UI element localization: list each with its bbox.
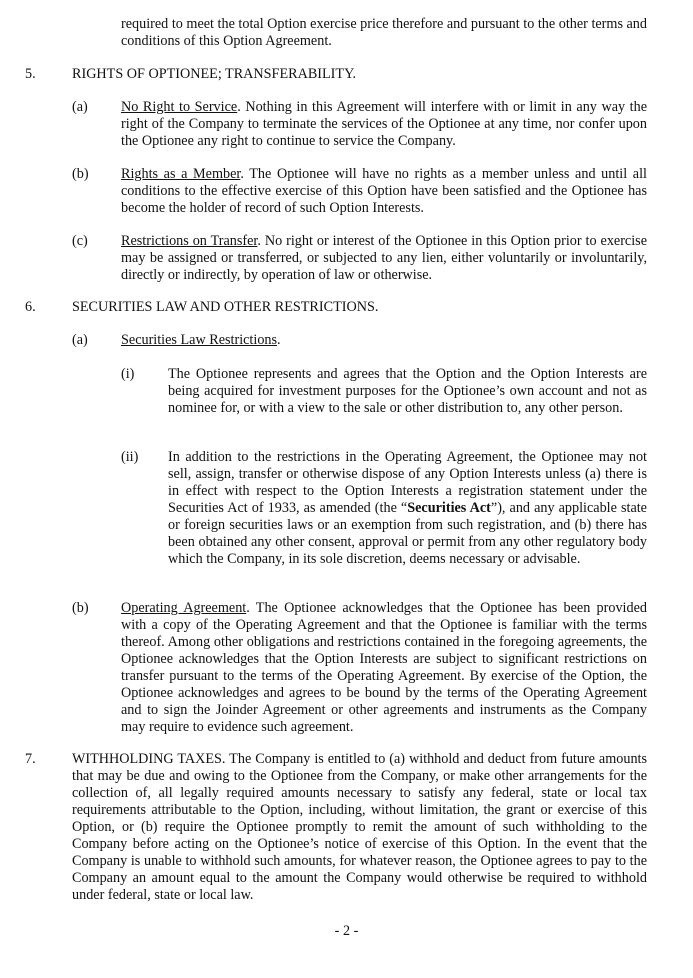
section-7-heading: WITHHOLDING TAXES. (72, 751, 226, 767)
intro-paragraph: required to meet the total Option exercise price therefore and pursuant to the other terms and conditions of this Option Agreement. (121, 16, 647, 49)
section-5a-paragraph: No Right to Service. Nothing in this Agreement will interfere with or limit in any way the right of the Company to terminate the services of the Optionee at any time, nor confer upon the Optionee any right to continue to service the Company. (121, 99, 648, 149)
page-number: - 2 - (334, 923, 359, 939)
section-5c-label: (c) (72, 233, 88, 249)
section-5a-title: No Right to Service (121, 99, 238, 115)
section-5b-label: (b) (72, 166, 89, 182)
section-6-heading: SECURITIES LAW AND OTHER RESTRICTIONS. (72, 299, 379, 315)
section-5a-label: (a) (72, 99, 88, 115)
section-6a-title: Securities Law Restrictions (121, 332, 278, 348)
section-6a-heading: Securities Law Restrictions. (121, 332, 281, 348)
section-7-paragraph: WITHHOLDING TAXES. The Company is entitled to (a) withhold and deduct from future amounts that may be due and owing to the Optionee from the Company, or make other arrangements for the collection of, all legally required amounts necessary to satisfy any federal, state or local tax requirements attributable to the Option, including, without limitation, the grant or exercise of this Option, or (b) require the Optionee promptly to remit the amount of such withholding to the Company before acting on the Optionee’s notice of exercise of this Option. In the event that the Company is unable to withhold such amounts, for whatever reason, the Optionee agrees to pay to the Company an amount equal to the amount the Company would otherwise be required to withhold under federal, state or local law. (72, 751, 648, 903)
section-6a-i-label: (i) (121, 366, 135, 382)
section-5c-paragraph: Restrictions on Transfer. No right or interest of the Optionee in this Option prior to exercise may be assigned or transferred, or subjected to any lien, either voluntarily or involuntarily, directly or indirectly, by operation of law or otherwise. (121, 233, 647, 283)
section-6a-ii-label: (ii) (121, 449, 139, 465)
section-5b-paragraph: Rights as a Member. The Optionee will have no rights as a member unless and until all conditions to the effective exercise of this Option have been satisfied and the Optionee has become the holder of record of such Option Interests. (121, 166, 647, 216)
section-6b-label: (b) (72, 600, 89, 616)
securities-act-term: Securities Act (407, 500, 491, 516)
section-6a-i-paragraph: The Optionee represents and agrees that the Option and the Option Interests are being acquired for investment purposes for the Optionee’s own account and not as nominee for, or with a view to the sale or other distribution to, any other person. (168, 366, 647, 416)
section-5b-title: Rights as a Member (121, 166, 241, 182)
section-5-number: 5. (25, 66, 36, 82)
section-5c-title: Restrictions on Transfer (121, 233, 258, 249)
section-5-heading: RIGHTS OF OPTIONEE; TRANSFERABILITY. (72, 66, 357, 82)
section-6-number: 6. (25, 299, 36, 315)
section-7-number: 7. (25, 751, 36, 767)
section-6a-label: (a) (72, 332, 88, 348)
section-6b-title: Operating Agreement (121, 600, 247, 616)
section-6b-paragraph: Operating Agreement. The Optionee acknowledges that the Optionee has been provided with a copy of the Operating Agreement and that the Optionee is familiar with the terms thereof. Among other obligations and restrictions contained in the foregoing agreements, the Optionee acknowledges that the Option Interests are subject to significant restrictions on transfer pursuant to the terms of the Operating Agreement. By exercise of the Option, the Optionee acknowledges and agrees to be bound by the terms of the Operating Agreement and to sign the Joinder Agreement or other agreements and instruments as the Company may require to evidence such agreement. (121, 600, 647, 735)
section-6a-ii-paragraph: In addition to the restrictions in the Operating Agreement, the Optionee may not sell, assign, transfer or otherwise dispose of any Option Interests unless (a) there is in effect with respect to the Option Interests a registration statement under the Securities Act of 1933, as amended (the “Securities Act”), and any applicable state or foreign securities laws or an exemption from such registration, and (b) there has been obtained any other consent, approval or permit from any other regulatory body which the Company, in its sole discretion, deems necessary or advisable. (168, 449, 647, 567)
